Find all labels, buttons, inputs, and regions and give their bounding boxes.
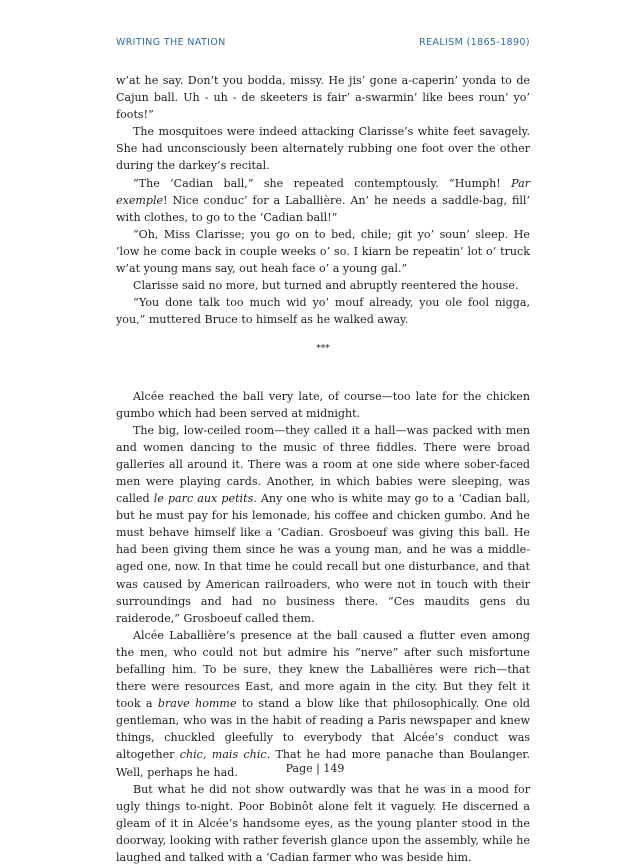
emphasis-text: Par exemple (116, 176, 530, 207)
text-run: to stand a blow like that philosophically. One old gentleman, who was in the habit of reading a Paris newspaper and knew things, chuckled gleefully to everybody that Alcée’s conduct was altogether (116, 697, 530, 762)
page-separator: | (316, 762, 320, 775)
text-run: Alcée Laballière’s presence at the ball caused a flutter even among the men, who could not but admire his “nerve” after such misfortune befalling him. To be sure, they knew the Laballières were rich—that there were resources East, and more again in the city. But they felt it took a (116, 628, 530, 711)
paragraph (116, 294, 530, 328)
text-run: ! Nice conduc’ for a Laballière. An’ he needs a saddle-bag, fill’ with clothes, to go to the ‘Cadian ball!” (116, 193, 530, 224)
text-run: The big, low-ceiled room—they called it a hall—was packed with men and women dancing to the music of three fiddles. There were broad galleries all around it. There was a room at one side where sober-faced men were playing cards. Another, in which babies were sleeping, was called (116, 423, 530, 506)
paragraph (116, 388, 530, 422)
text-run: “Oh, Miss Clarisse; you go on to bed, chile; git yo’ soun’ sleep. He ’low he come back in couple weeks o’ so. I kiarn be repeatin’ lot o’ truck w’at young mans say, out heah face o’ a young gal.” (116, 227, 530, 276)
section-break (116, 341, 530, 358)
paragraph (116, 123, 530, 174)
text-run: *** (316, 344, 330, 355)
text-run: Alcée reached the ball very late, of course—too late for the chicken gumbo which had been served at midnight. (116, 389, 530, 420)
text-run: “The ‘Cadian ball,” she repeated contemptously. “Humph! (133, 176, 512, 190)
header-section-title: WRITING THE NATION (116, 37, 226, 48)
paragraph (116, 226, 530, 277)
paragraph (116, 422, 530, 627)
emphasis-text: brave homme (157, 697, 237, 711)
paragraph (116, 781, 530, 866)
page-footer (0, 762, 630, 775)
emphasis-text: le parc aux petits (153, 492, 254, 506)
text-run: . Any one who is white may go to a ‘Cadian ball, but he must pay for his lemonade, his coffee and chicken gumbo. And he must behave himself like a ‘Cadian. Grosboeuf was giving this ball. He had been giving them since he was a young man, and he was a middle-aged one, now. In that time he could recall but one disturbance, and that was caused by American railroaders, who were not in touch with their surroundings and had no business there. “Ces maudits gens du raiderode,” Grosboeuf called them. (116, 492, 530, 625)
paragraph (116, 72, 530, 123)
text-run: w’at he say. Don’t you bodda, missy. He jis’ gone a-caperin’ yonda to de Cajun ball. Uh - uh - de skeeters is fair’ a-swarmin’ like bees roun’ yo’ foots!” (116, 74, 530, 122)
text-run: . That he had more panache than Boulanger. Well, perhaps he had. (116, 748, 530, 779)
paragraph (116, 627, 530, 781)
header-chapter-title: REALISM (1865-1890) (419, 37, 530, 48)
page-body (116, 72, 530, 866)
page-number: 149 (323, 762, 345, 775)
text-run: “You done talk too much wid yo’ mouf already, you ole fool nigga, you,” muttered Bruce to himself as he walked away. (116, 296, 530, 327)
page-label: Page (285, 762, 313, 775)
text-run: Clarisse said no more, but turned and abruptly reentered the house. (133, 279, 519, 293)
paragraph (116, 175, 530, 226)
emphasis-text: chic, mais chic (179, 748, 267, 762)
text-run: The mosquitoes were indeed attacking Clarisse’s white feet savagely. She had unconsciously been alternately rubbing one foot over the other during the darkey’s recital. (116, 125, 530, 173)
text-run: But what he did not show outwardly was that he was in a mood for ugly things to-night. Poor Bobinôt alone felt it vaguely. He discerned a gleam of it in Alcée’s handsome eyes, as the young planter stood in the doorway, looking with rather feverish glance upon the assembly, while he laughed and talked with a ‘Cadian farmer who was beside him. (116, 782, 530, 865)
paragraph (116, 277, 530, 294)
